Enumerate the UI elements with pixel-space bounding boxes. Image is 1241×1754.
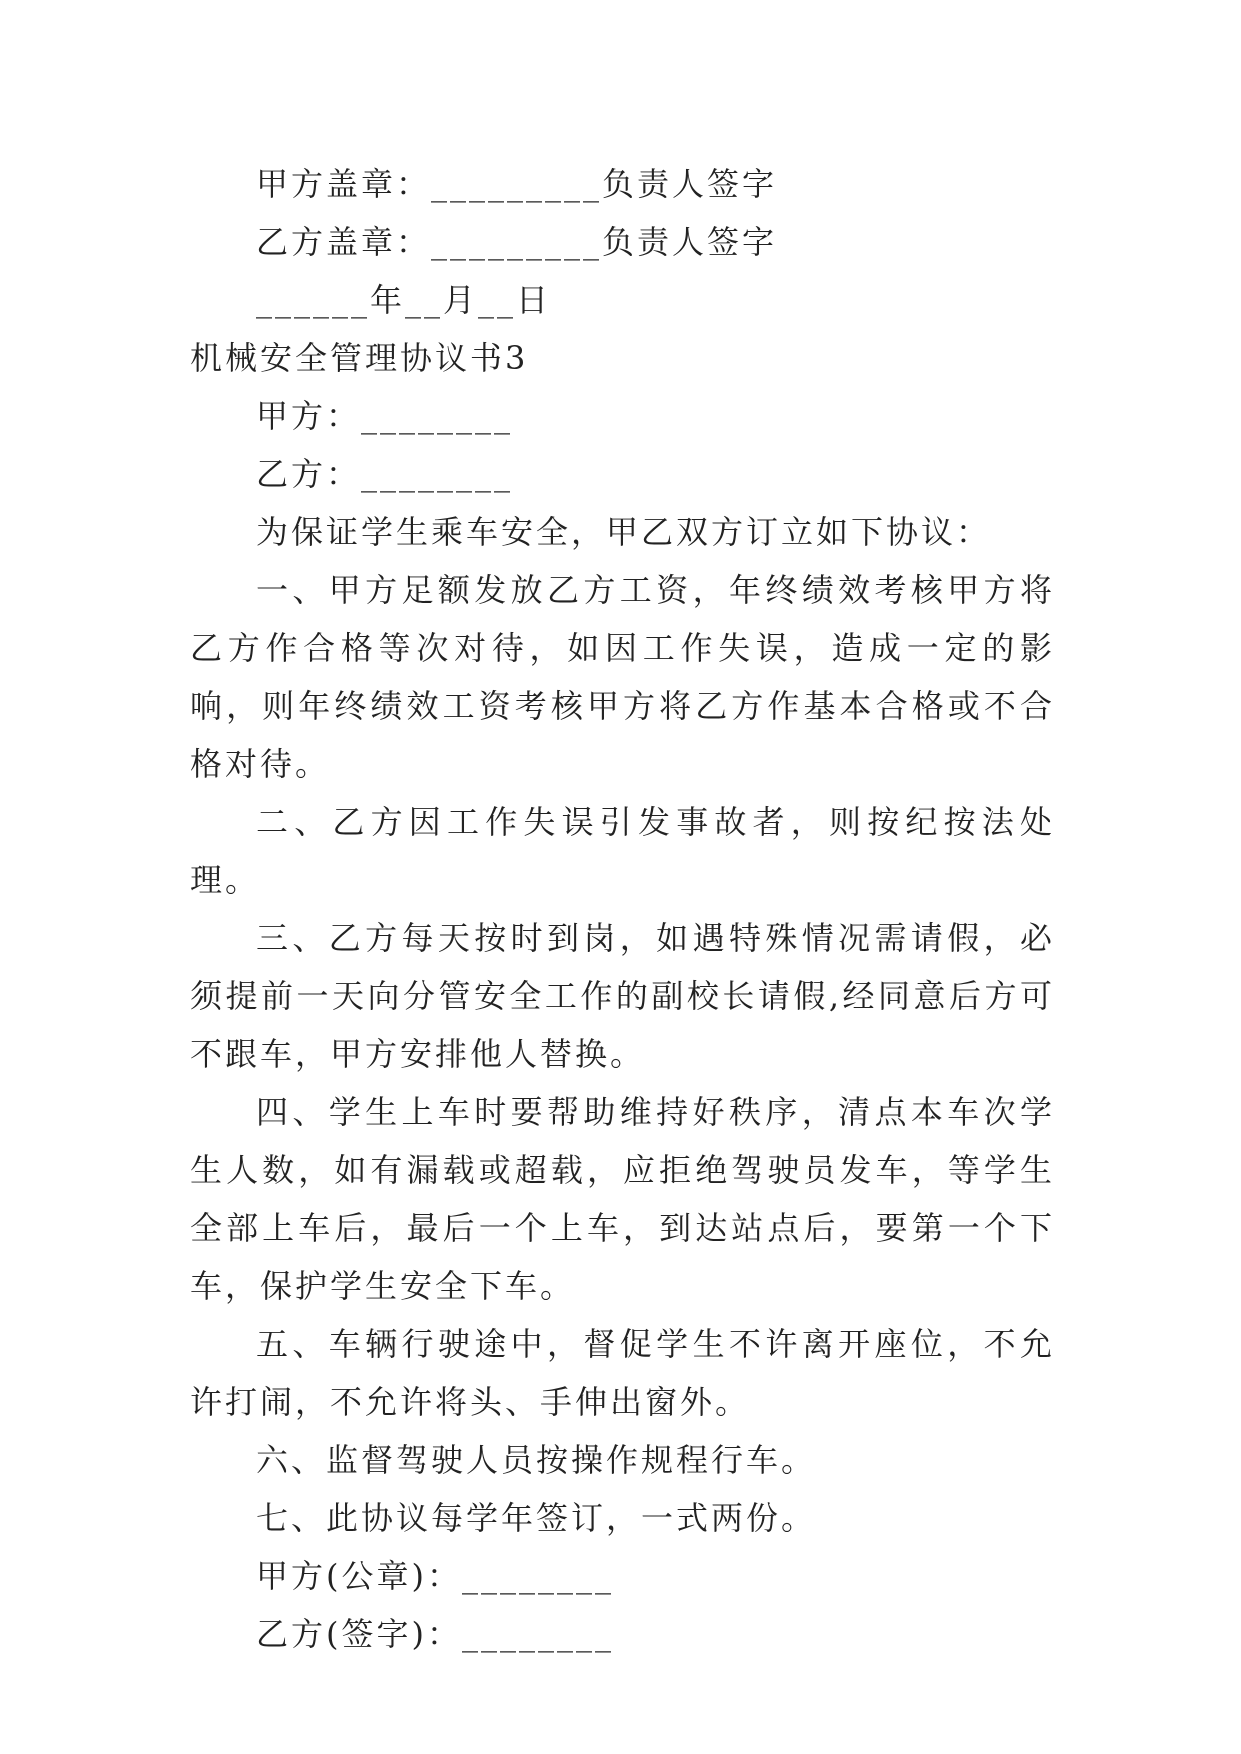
clause-3: 三、乙方每天按时到岗，如遇特殊情况需请假，必须提前一天向分管安全工作的副校长请假,经同意后方可不跟车，甲方安排他人替换。: [190, 919, 1055, 1073]
party-a-official-seal-line: 甲方(公章)：________: [256, 1557, 614, 1595]
party-b-signature-line: 乙方(签字)：________: [256, 1615, 614, 1653]
date-line: ______年__月__日: [256, 281, 552, 319]
clause-4: 四、学生上车时要帮助维持好秩序，清点本车次学生人数，如有漏载或超载，应拒绝驾驶员发车，等学生全部上车后，最后一个上车，到达站点后，要第一个下车，保护学生安全下车。: [190, 1093, 1055, 1305]
clause-2: 二、乙方因工作失误引发事故者，则按纪按法处理。: [190, 803, 1055, 899]
party-a-line: 甲方：________: [256, 397, 514, 435]
clause-6: 六、监督驾驶人员按操作规程行车。: [256, 1441, 817, 1479]
intro-paragraph: 为保证学生乘车安全，甲乙双方订立如下协议：: [256, 513, 992, 551]
party-b-line: 乙方：________: [256, 455, 514, 493]
clause-5: 五、车辆行驶途中，督促学生不许离开座位，不允许打闹，不允许将头、手伸出窗外。: [190, 1325, 1055, 1421]
document-body: [190, 155, 1055, 1663]
clause-7: 七、此协议每学年签订，一式两份。: [256, 1499, 817, 1537]
party-a-seal-line: 甲方盖章：_________负责人签字: [256, 165, 778, 203]
agreement-title: 机械安全管理协议书3: [190, 339, 529, 377]
clause-1: 一、甲方足额发放乙方工资，年终绩效考核甲方将乙方作合格等次对待，如因工作失误，造成一定的影响，则年终绩效工资考核甲方将乙方作基本合格或不合格对待。: [190, 571, 1055, 783]
party-b-seal-line: 乙方盖章：_________负责人签字: [256, 223, 778, 261]
